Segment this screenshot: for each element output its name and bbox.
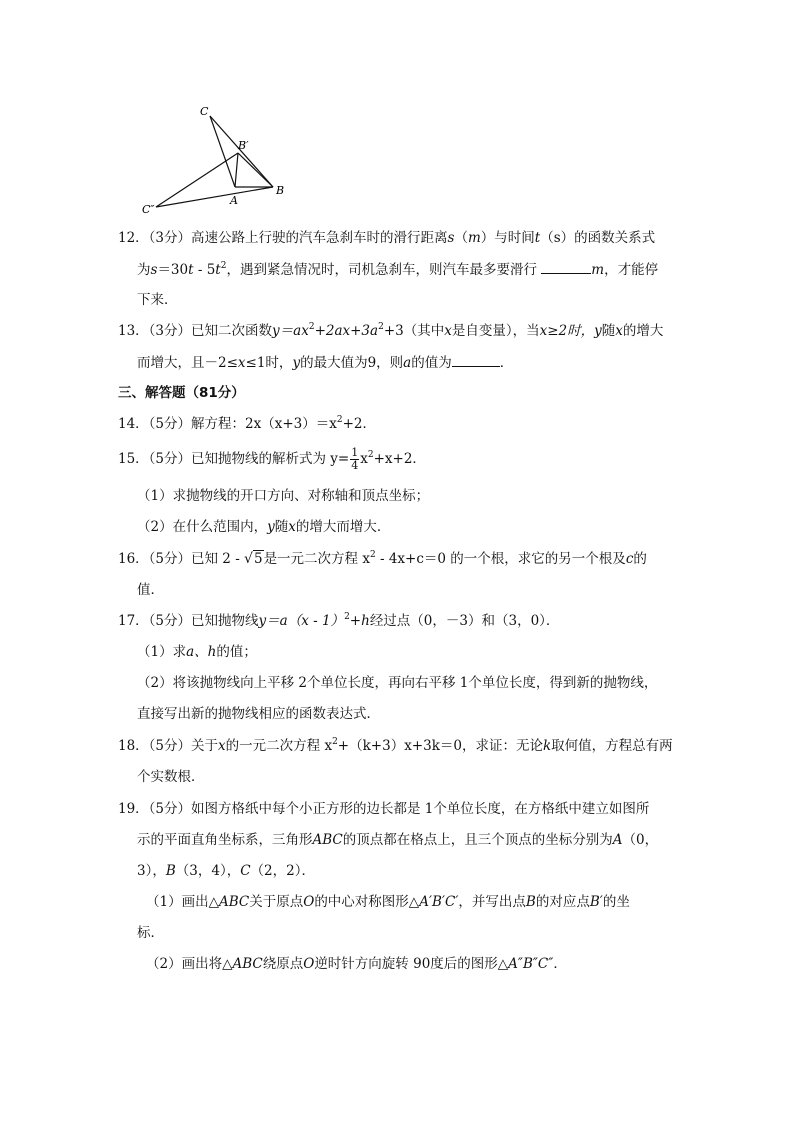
q13-answer-blank xyxy=(452,352,500,367)
label-c-double-prime: C″ xyxy=(142,203,155,216)
q15-line: 15．（5分）已知抛物线的解析式为 y= $\frac{1}{4}$ $x^2+x+2$． xyxy=(118,446,426,472)
q15-part2: （2）在什么范围内，y随x的增大而增大． xyxy=(137,519,391,535)
q19-part2: （2）画出将△ABC绕原点O逆时针方向旋转 90度后的图形△A″B″C″． xyxy=(146,956,567,972)
label-b-prime: B′ xyxy=(238,139,249,152)
q13-line1: 13．（3分）已知二次函数$y=ax^2+2ax+3a^2+3$（其中x是自变量），当x≥2时，y随x的增大 xyxy=(118,322,664,339)
section-title: 三、解答题（81分） xyxy=(118,385,245,401)
q12-line3: 下来． xyxy=(137,292,178,308)
label-c: C xyxy=(200,105,209,118)
q17-part1: （1）求a、h的值； xyxy=(137,644,257,660)
q16-line1: 16．（5分）已知 2 - √5是一元二次方程 $x^2 - 4x+c=0$ 的一个根，求它的另一个根及c的 xyxy=(118,550,647,567)
q16-line2: 值． xyxy=(137,582,164,598)
q18-line2: 个实数根． xyxy=(137,769,205,785)
q19-part1-line2: 标． xyxy=(137,925,164,941)
q15-part1: （1）求抛物线的开口方向、对称轴和顶点坐标； xyxy=(137,488,430,504)
fraction-one-quarter: $\frac{1}{4}$ xyxy=(351,446,359,472)
q18-line1: 18．（5分）关于x的一元二次方程 $x^2+(k+3)x+3k=0$，求证：无论k取何值，方程总有两 xyxy=(118,737,673,754)
q17-line: 17．（5分）已知抛物线y＝a（x - 1）$^2$+h经过点（0，－3）和（3，0）． xyxy=(118,612,560,629)
q19-line2: 示的平面直角坐标系，三角形ABC的顶点都在格点上，且三个顶点的坐标分别为A（0， xyxy=(137,832,659,848)
q12-line1: 12．（3分）高速公路上行驶的汽车急刹车时的滑行距离s（m）与时间t（s）的函数关系式 xyxy=(118,230,656,246)
label-b: B xyxy=(276,184,285,197)
q12-answer-blank xyxy=(541,259,591,274)
q14-line: 14．（5分）解方程：$2x(x+3)=x^2+2$． xyxy=(118,415,376,432)
q13-line2: 而增大，且－2≤x≤1时，y的最大值为9，则a的值为 ． xyxy=(137,352,513,373)
q17-part2-line1: （2）将该抛物线向上平移 2个单位长度，再向右平移 1个单位长度，得到新的抛物线， xyxy=(137,675,658,691)
sqrt-five: √5 xyxy=(244,551,263,567)
q19-part1-line1: （1）画出△ABC关于原点O的中心对称图形△A′B′C′，并写出点B的对应点B′的坐 xyxy=(146,894,630,910)
q19-line3: 3），B（3，4），C（2，2）． xyxy=(137,863,315,879)
label-a: A xyxy=(230,194,238,207)
q17-part2-line2: 直接写出新的抛物线相应的函数表达式． xyxy=(137,706,380,722)
q19-line1: 19．（5分）如图方格纸中每个小正方形的边长都是 1个单位长度，在方格纸中建立如图所 xyxy=(118,801,650,817)
triangle-diagram xyxy=(130,96,300,218)
q12-line2: 为$s=30t - 5t^2$，遇到紧急情况时，司机急刹车，则汽车最多要滑行 m，才能停 xyxy=(137,261,659,278)
triangle-figure xyxy=(130,96,300,218)
